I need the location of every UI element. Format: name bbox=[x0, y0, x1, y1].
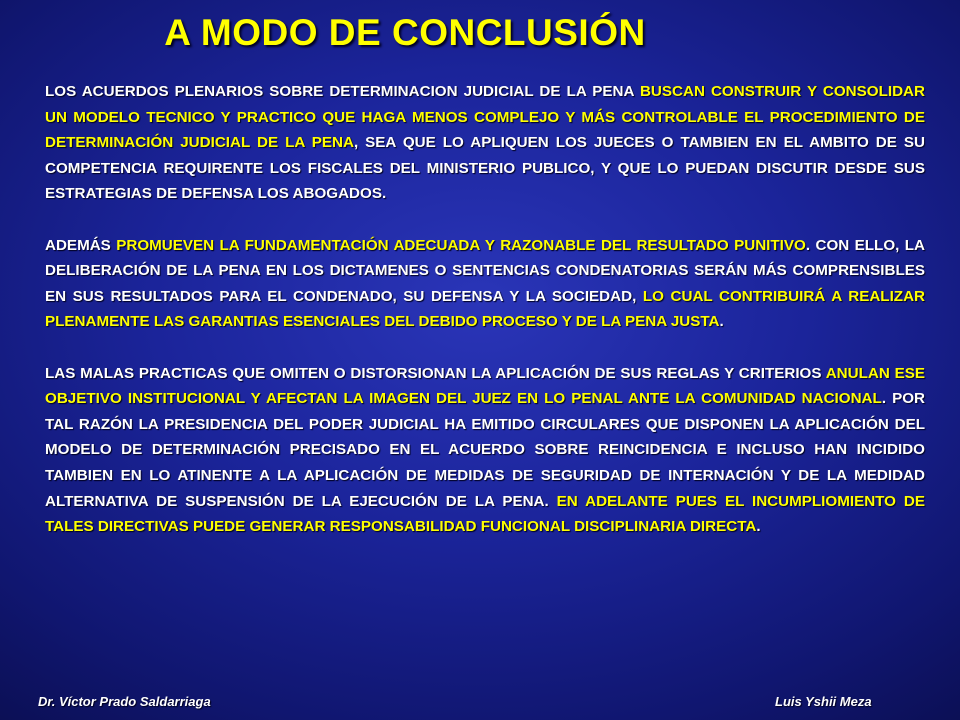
paragraph-1 bbox=[45, 79, 925, 207]
paragraph-3-text: . POR TAL RAZÓN LA PRESIDENCIA DEL PODER JUDICIAL HA EMITIDO CIRCULARES QUE DISPONEN LA APLICACIÓN DEL MODELO DE DETERMINACIÓN PRECISADO EN EL ACUERDO SOBRE REINCIDENCIA E INCLUSO HAN INCIDIDO TAMBIEN EN LO ATINENTE A LA APLICACIÓN DE MEDIDAS DE SEGURIDAD DE INTERNACIÓN Y DE LA MEDIDAD ALTERNATIVA DE SUSPENSIÓN DE LA EJECUCIÓN DE LA PENA. bbox=[45, 390, 925, 510]
slide-body bbox=[45, 79, 925, 540]
paragraph-2-text: . CON ELLO, LA DELIBERACIÓN DE LA PENA EN LOS DICTAMENES O SENTENCIAS CONDENATORIAS SERÁN MÁS COMPRENSIBLES EN SUS RESULTADOS PARA EL CONDENADO, SU DEFENSA Y LA SOCIEDAD, bbox=[45, 236, 926, 305]
paragraph-2 bbox=[45, 233, 925, 335]
paragraph-1-highlight: BUSCAN CONSTRUIR Y CONSOLIDAR UN MODELO TECNICO Y PRACTICO QUE HAGA MENOS COMPLEJO Y MÁS CONTROLABLE EL PROCEDIMIENTO DE DETERMINACIÓN JUDICIAL DE LA PENA bbox=[45, 83, 925, 152]
paragraph-3-text: . bbox=[756, 518, 761, 536]
footer-author-left: Dr. Víctor Prado Saldarriaga bbox=[38, 694, 211, 709]
paragraph-3 bbox=[45, 361, 925, 540]
paragraph-3-highlight: EN ADELANTE PUES EL INCUMPLIOMIENTO DE TALES DIRECTIVAS PUEDE GENERAR RESPONSABILIDAD FUNCIONAL DISCIPLINARIA DIRECTA bbox=[45, 492, 926, 536]
slide-title: A MODO DE CONCLUSIÓN bbox=[164, 12, 646, 53]
paragraph-1-text: , SEA QUE LO APLIQUEN LOS JUECES O TAMBIEN EN EL AMBITO DE SU COMPETENCIA REQUIRENTE LOS FISCALES DEL MINISTERIO PUBLICO, Y QUE LO PUEDAN DISCUTIR DESDE SUS ESTRATEGIAS DE DEFENSA LOS ABOGADOS. bbox=[45, 134, 925, 203]
paragraph-2-highlight: LO CUAL CONTRIBUIRÁ A REALIZAR PLENAMENTE LAS GARANTIAS ESENCIALES DEL DEBIDO PROCESO Y DE LA PENA JUSTA bbox=[45, 287, 926, 331]
footer-author-right: Luis Yshii Meza bbox=[775, 694, 872, 709]
paragraph-2-highlight: PROMUEVEN LA FUNDAMENTACIÓN ADECUADA Y RAZONABLE DEL RESULTADO PUNITIVO bbox=[116, 236, 806, 254]
paragraph-3-text: LAS MALAS PRACTICAS QUE OMITEN O DISTORSIONAN LA APLICACIÓN DE SUS REGLAS Y CRITERIOS bbox=[45, 364, 826, 382]
paragraph-2-text: ADEMÁS bbox=[45, 236, 117, 254]
paragraph-2-text: . bbox=[719, 313, 724, 331]
paragraph-3-highlight: ANULAN ESE OBJETIVO INSTITUCIONAL Y AFECTAN LA IMAGEN DEL JUEZ EN LO PENAL ANTE LA COMUNIDAD NACIONAL bbox=[45, 364, 925, 408]
paragraph-1-text: LOS ACUERDOS PLENARIOS SOBRE DETERMINACION JUDICIAL DE LA PENA bbox=[45, 83, 640, 100]
